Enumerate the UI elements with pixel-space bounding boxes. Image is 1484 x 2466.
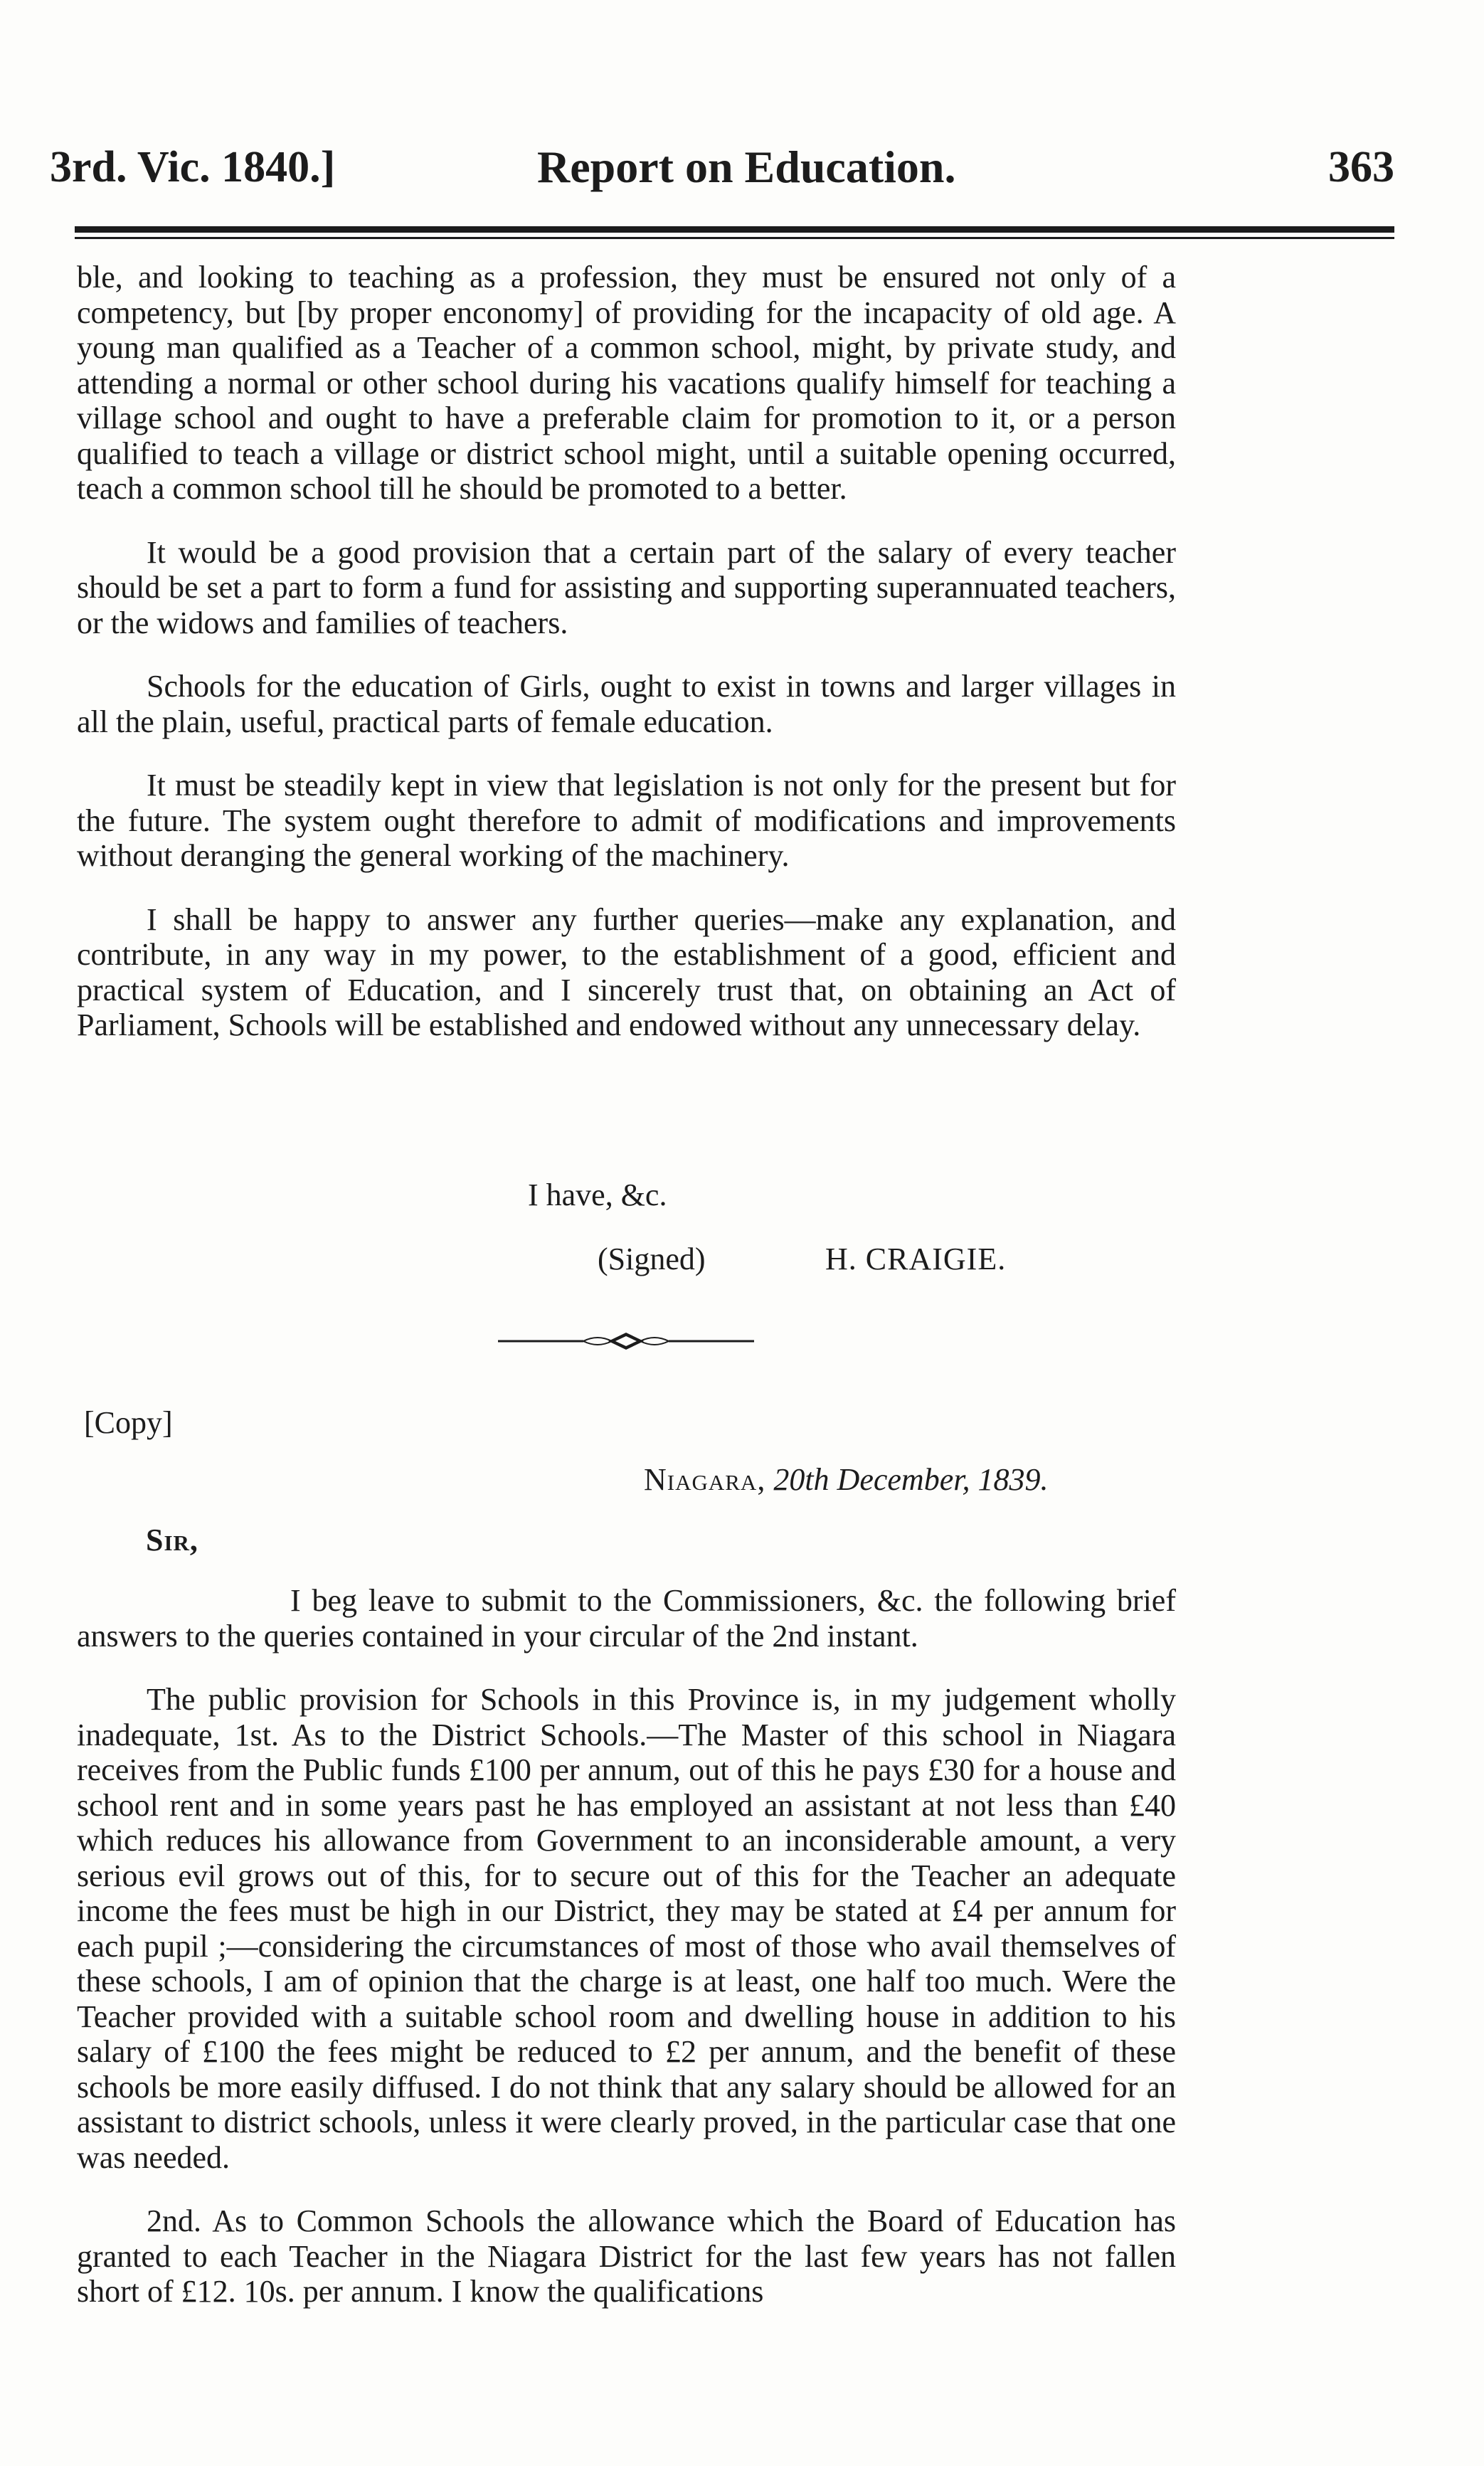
salutation: Sir, xyxy=(146,1523,198,1557)
paragraph: 2nd. As to Common Schools the allowance which the Board of Education has granted to each Teacher in the Niagara District for the last few years has not fallen short of £12. 10s. per annum. I know the qualifications xyxy=(77,2203,1176,2309)
letter-body xyxy=(77,1547,1176,2309)
copy-label: [Copy] xyxy=(84,1405,173,1440)
dateline-date: 20th December, 1839. xyxy=(773,1462,1049,1497)
header-rule-thin xyxy=(75,237,1394,239)
closing-line: I have, &c. xyxy=(528,1178,667,1212)
header-rule-thick xyxy=(75,226,1394,233)
page-number: 363 xyxy=(1328,143,1394,191)
header-regnal-year: 3rd. Vic. 1840.] xyxy=(50,143,336,191)
paragraph: ble, and looking to teaching as a profession, they must be ensured not only of a competency, but [by proper enconomy] of providing for the incapacity of old age. A young man qualified as a Teacher of a common school, might, by private study, and attending a normal or other school during his vacations qualify himself for teaching a village school and ought to have a preferable claim for promotion to it, or a person qualified to teach a village or district school might, until a suitable opening occurred, teach a common school till he should be promoted to a better. xyxy=(77,260,1176,506)
paragraph: It must be steadily kept in view that legislation is not only for the present but for the future. The system ought therefore to admit of modifications and improvements without deranging the general working of the machinery. xyxy=(77,768,1176,873)
signed-label: (Signed) xyxy=(598,1242,706,1276)
running-header xyxy=(50,135,1394,199)
paragraph: I shall be happy to answer any further queries—make any explanation, and contribute, in any way in my power, to the establishment of a good, efficient and practical system of Education, and I sincerely trust that, on obtaining an Act of Parliament, Schools will be established and endowed without any unnecessary delay. xyxy=(77,901,1176,1042)
report-body xyxy=(77,260,1176,1043)
paragraph: Schools for the education of Girls, ought to exist in towns and larger villages in all the plain, useful, practical parts of female education. xyxy=(77,669,1176,739)
ornament-divider xyxy=(498,1327,754,1355)
paragraph: The public provision for Schools in this Province is, in my judgement wholly inadequate, 1st. As to the District Schools.—The Master of this school in Niagara receives from the Public funds £100 per annum, out of this he pays £30 for a house and school rent and in some years past he has employed an assistant at not less than £40 which reduces his allowance from Government to an inconsiderable amount, a very serious evil grows out of this, for to secure out of this for the Teacher an adequate income the fees must be high in our District, they may be stated at £4 per annum for each pupil ;—considering the circumstances of most of those who avail themselves of these schools, I am of opinion that the charge is at least, one half too much. Were the Teacher provided with a suitable school room and dwelling house in addition to his salary of £100 the fees might be reduced to £2 per annum, and the benefit of these schools be more easily diffused. I do not think that any salary should be allowed for an assistant to district schools, unless it were clearly proved, in the particular case that one was needed. xyxy=(77,1682,1176,2175)
signatory-name: H. CRAIGIE. xyxy=(825,1242,1007,1276)
header-title: Report on Education. xyxy=(537,142,956,192)
paragraph: I beg leave to submit to the Commissioners, &c. the following brief answers to the queries contained in your circular of the 2nd instant. xyxy=(77,1583,1176,1653)
dateline-place: Niagara, xyxy=(644,1462,766,1497)
dateline xyxy=(644,1462,1048,1498)
paragraph: It would be a good provision that a certain part of the salary of every teacher should be set a part to form a fund for assisting and supporting superannuated teachers, or the widows and families of teachers. xyxy=(77,534,1176,640)
